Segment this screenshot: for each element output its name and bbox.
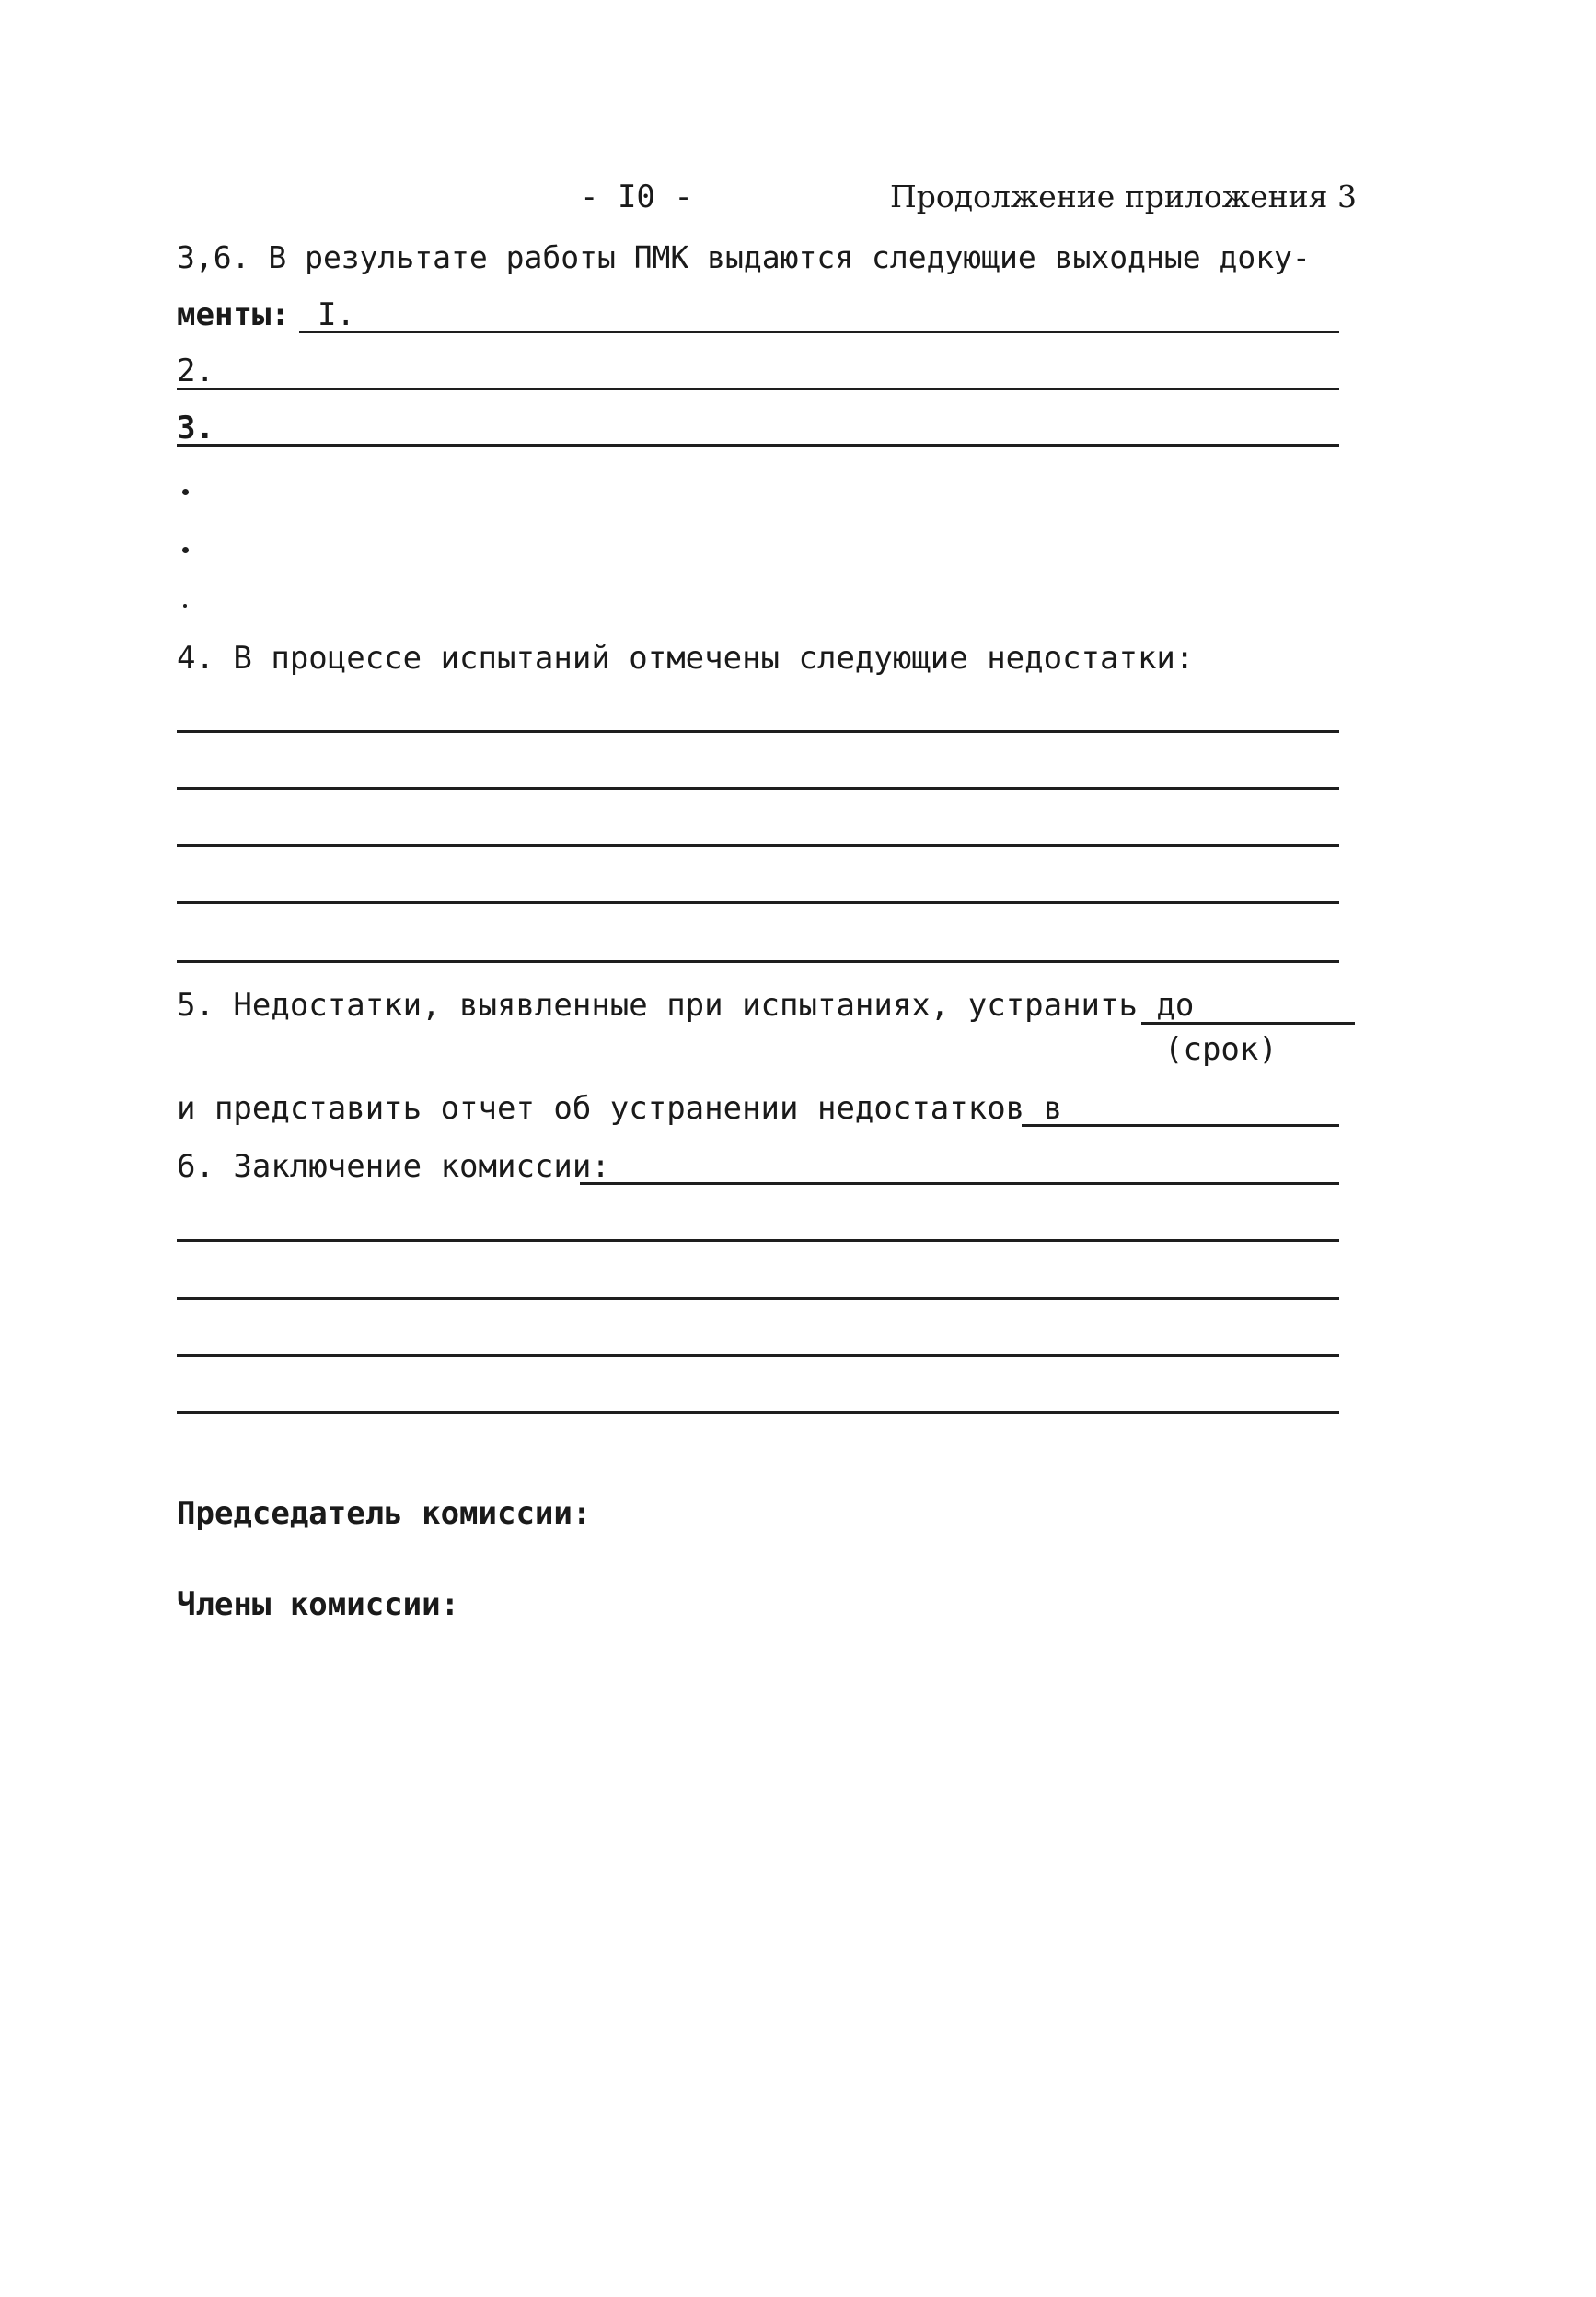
conclusion-line-2[interactable] — [177, 1239, 1339, 1242]
conclusion-line-1[interactable] — [580, 1182, 1339, 1185]
deficiency-line-4[interactable] — [177, 901, 1339, 904]
section-6-label: 6. Заключение комиссии: — [177, 1148, 610, 1185]
page-number: - I0 - — [580, 179, 693, 215]
conclusion-line-3[interactable] — [177, 1297, 1339, 1300]
report-text: и представить отчет об устранении недостатков в — [177, 1090, 1063, 1127]
chairman-label: Председатель комиссии: — [177, 1495, 592, 1532]
output-doc-line-2[interactable] — [177, 388, 1339, 390]
section-5-text: 5. Недостатки, выявленные при испытаниях, устранить до — [177, 987, 1195, 1024]
appendix-note: Продолжение приложения 3 — [890, 179, 1357, 215]
continuation-dot-1 — [182, 489, 189, 495]
output-doc-item-1: I. — [318, 296, 355, 333]
section-3-6-label: менты: — [177, 296, 290, 333]
section-3-6-text: 3,6. В результате работы ПМК выдаются следующие выходные доку- — [177, 239, 1311, 275]
deadline-line[interactable] — [1141, 1022, 1355, 1025]
deficiency-line-1[interactable] — [177, 730, 1339, 733]
deficiency-line-3[interactable] — [177, 844, 1339, 847]
conclusion-line-4[interactable] — [177, 1354, 1339, 1357]
conclusion-line-5[interactable] — [177, 1411, 1339, 1414]
continuation-dot-3 — [183, 604, 187, 608]
output-doc-line-3[interactable] — [177, 444, 1339, 447]
continuation-dot-2 — [182, 547, 189, 553]
output-doc-item-3: 3. — [177, 410, 214, 447]
deficiency-line-2[interactable] — [177, 787, 1339, 790]
output-doc-item-2: 2. — [177, 353, 214, 389]
output-doc-line-1[interactable] — [299, 331, 1339, 333]
deadline-caption: (срок) — [1164, 1031, 1278, 1068]
section-4-heading: 4. В процессе испытаний отмечены следующие недостатки: — [177, 640, 1195, 677]
members-label: Члены комиссии: — [177, 1586, 460, 1623]
deficiency-line-5[interactable] — [177, 960, 1339, 963]
report-destination-line[interactable] — [1022, 1124, 1339, 1127]
